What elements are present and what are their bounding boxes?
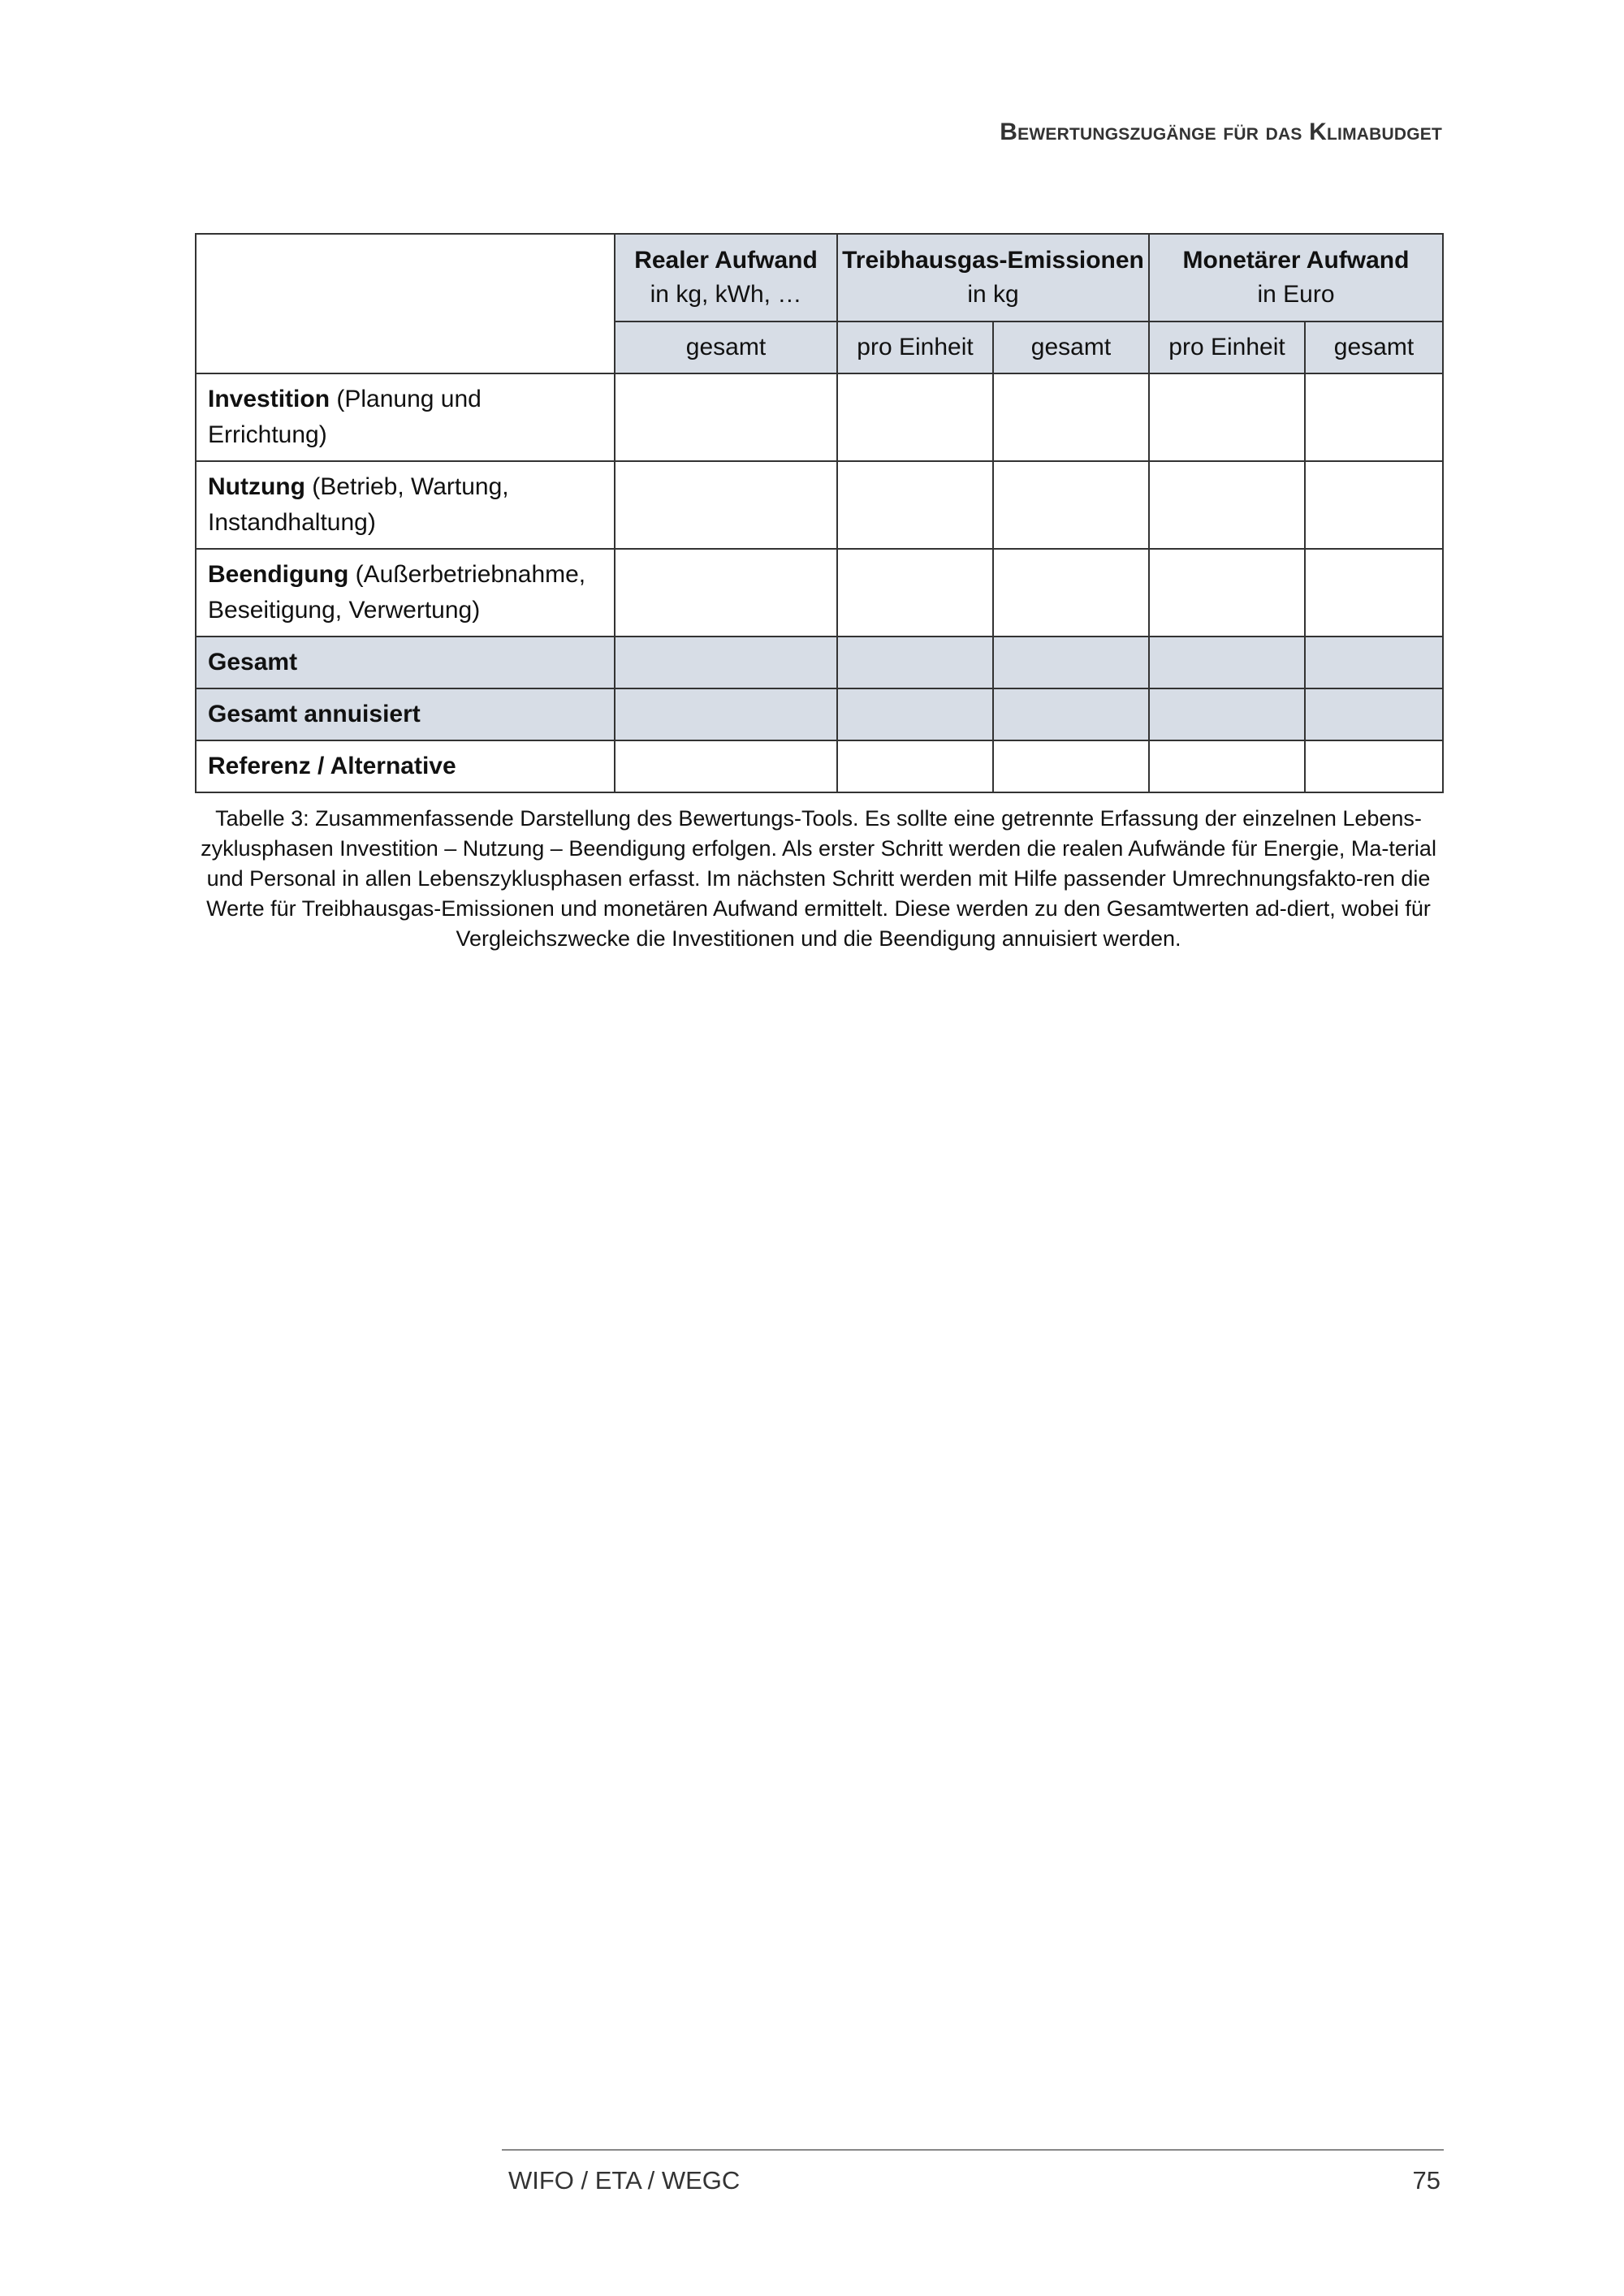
row-label-bold: Investition <box>208 386 330 412</box>
col-group-real-effort <box>615 234 837 322</box>
row-label-detail: (Betrieb, Wartung, Instandhaltung) <box>208 473 509 536</box>
table-cell <box>1149 461 1305 549</box>
table-caption: Tabelle 3: Zusammenfassende Darstellung des Bewertungs-Tools. Es sollte eine getrennte Erfassung der einzelnen Lebens-zyklusphasen Investition – Nutzung – Beendigung erfolgen. Als erster Schritt werden die realen Aufwände für Energie, Ma-terial und Personal in allen Lebenszyklusphasen erfasst. Im nächsten Schritt werden mit Hilfe passender Umrechnungsfakto-ren die Werte für Treibhausgas-Emissionen und monetären Aufwand ermittelt. Diese werden zu den Gesamtwerten ad-diert, wobei für Vergleichszwecke die Investitionen und die Beendigung annuisiert werden. <box>201 806 1436 951</box>
row-label-detail: (Außerbetriebnahme, Beseitigung, Verwertung) <box>208 561 586 624</box>
col-group-subtitle: in kg <box>967 281 1019 308</box>
table-cell <box>837 373 993 461</box>
col-group-subtitle: in kg, kWh, … <box>650 281 802 308</box>
table-cell <box>1305 549 1443 637</box>
row-label-bold: Beendigung <box>208 561 349 588</box>
row-label-bold: Referenz / Alternative <box>208 753 456 779</box>
sub-header: gesamt <box>993 322 1149 373</box>
table-cell <box>615 688 837 740</box>
table-cell <box>993 740 1149 792</box>
row-label <box>196 461 615 549</box>
table-row <box>196 373 1443 461</box>
table-cell <box>993 461 1149 549</box>
table-row <box>196 461 1443 549</box>
table-cell <box>993 373 1149 461</box>
table-row-total-annualized <box>196 688 1443 740</box>
table-cell <box>1149 637 1305 688</box>
table-cell <box>615 373 837 461</box>
sub-header: pro Einheit <box>1149 322 1305 373</box>
table-cell <box>1149 373 1305 461</box>
row-label <box>196 637 615 688</box>
row-label-bold: Gesamt <box>208 649 298 675</box>
row-label <box>196 549 615 637</box>
col-group-ghg-emissions <box>837 234 1149 322</box>
table-cell <box>1305 461 1443 549</box>
table-cell <box>1305 373 1443 461</box>
col-group-title: Realer Aufwand <box>634 247 818 274</box>
col-group-title: Treibhausgas-Emissionen <box>842 247 1144 274</box>
col-group-title: Monetärer Aufwand <box>1182 247 1410 274</box>
table-cell <box>1305 740 1443 792</box>
sub-header: pro Einheit <box>837 322 993 373</box>
table-cell <box>615 740 837 792</box>
sub-header: gesamt <box>1305 322 1443 373</box>
table-cell <box>615 637 837 688</box>
table-cell <box>615 461 837 549</box>
row-label-bold: Gesamt annuisiert <box>208 701 421 727</box>
table-corner-cell <box>196 234 615 373</box>
table-cell <box>993 688 1149 740</box>
table-cell <box>837 461 993 549</box>
table-cell <box>837 688 993 740</box>
table-row <box>196 549 1443 637</box>
footer-institutions: WIFO / ETA / WEGC <box>508 2166 741 2195</box>
row-label <box>196 688 615 740</box>
table-cell <box>837 740 993 792</box>
table-cell <box>837 637 993 688</box>
running-header-text: Bewertungszugänge für das Klimabudget <box>1000 119 1442 145</box>
table-cell <box>993 637 1149 688</box>
evaluation-table <box>195 233 1444 793</box>
row-label-detail: (Planung und Errichtung) <box>208 386 482 448</box>
page-number: 75 <box>1412 2166 1440 2195</box>
table-cell <box>615 549 837 637</box>
table-row-reference <box>196 740 1443 792</box>
table-cell <box>1305 688 1443 740</box>
table-cell <box>993 549 1149 637</box>
table-cell <box>1149 688 1305 740</box>
col-group-monetary-effort <box>1149 234 1443 322</box>
table-cell <box>1305 637 1443 688</box>
footer-divider <box>502 2149 1444 2151</box>
table-cell <box>837 549 993 637</box>
table-cell <box>1149 740 1305 792</box>
row-label-bold: Nutzung <box>208 473 305 500</box>
row-label <box>196 740 615 792</box>
table-cell <box>1149 549 1305 637</box>
table-row-total <box>196 637 1443 688</box>
row-label <box>196 373 615 461</box>
col-group-subtitle: in Euro <box>1257 281 1335 308</box>
sub-header: gesamt <box>615 322 837 373</box>
running-header <box>812 119 1442 146</box>
